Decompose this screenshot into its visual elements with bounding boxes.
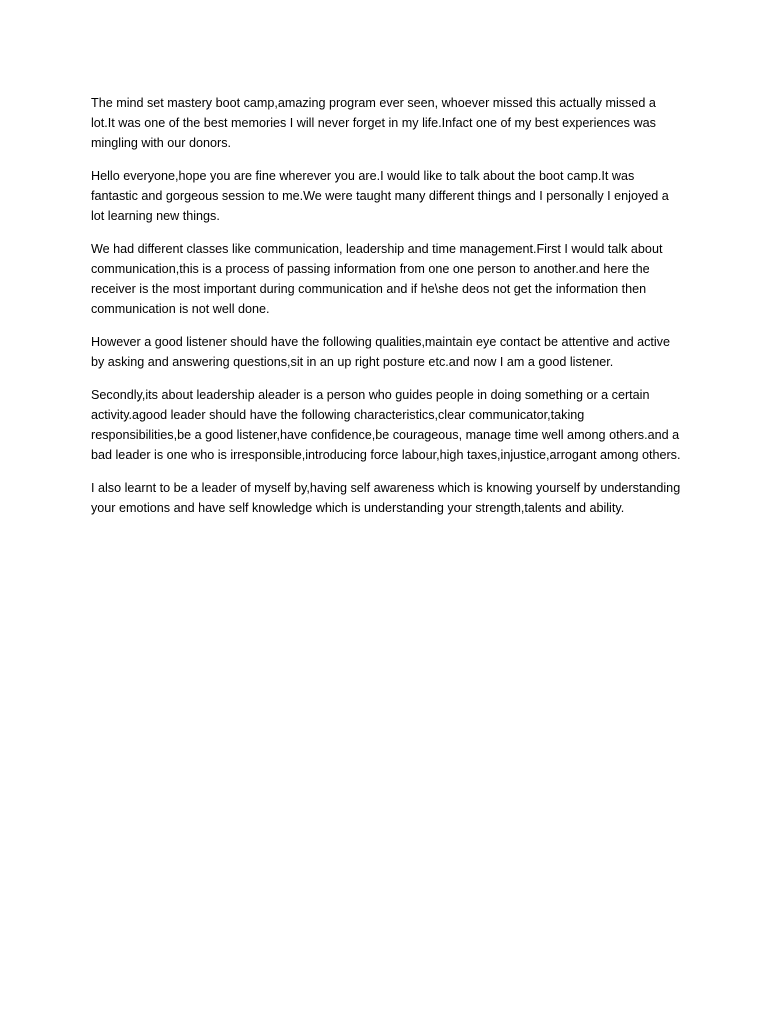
paragraph-5: Secondly,its about leadership aleader is a person who guides people in doing something or a certain activity.agood leader should have the following characteristics,clear communicator,taking responsibilities,be a good listener,have confidence,be courageous, manage time well among others.and a bad leader is one who is irresponsible,introducing force labour,high taxes,injustice,arrogant among others.: [91, 388, 681, 462]
paragraph-6: I also learnt to be a leader of myself by,having self awareness which is knowing yourself by understanding your emotions and have self knowledge which is understanding your strength,talents and ability.: [91, 481, 681, 515]
paragraph-4: However a good listener should have the following qualities,maintain eye contact be attentive and active by asking and answering questions,sit in an up right posture etc.and now I am a good listener.: [91, 335, 670, 369]
paragraph-1: The mind set mastery boot camp,amazing program ever seen, whoever missed this actually missed a lot.It was one of the best memories I will never forget in my life.Infact one of my best experiences was mingling with our donors.: [91, 96, 656, 150]
paragraph-3: We had different classes like communication, leadership and time management.First I would talk about communication,this is a process of passing information from one one person to another.and here the receiver is the most important during communication and if he\she deos not get the information then communication is not well done.: [91, 242, 663, 316]
paragraph-2: Hello everyone,hope you are fine wherever you are.I would like to talk about the boot camp.It was fantastic and gorgeous session to me.We were taught many different things and I personally I enjoyed a lot learning new things.: [91, 169, 669, 223]
document-body: [91, 93, 681, 531]
